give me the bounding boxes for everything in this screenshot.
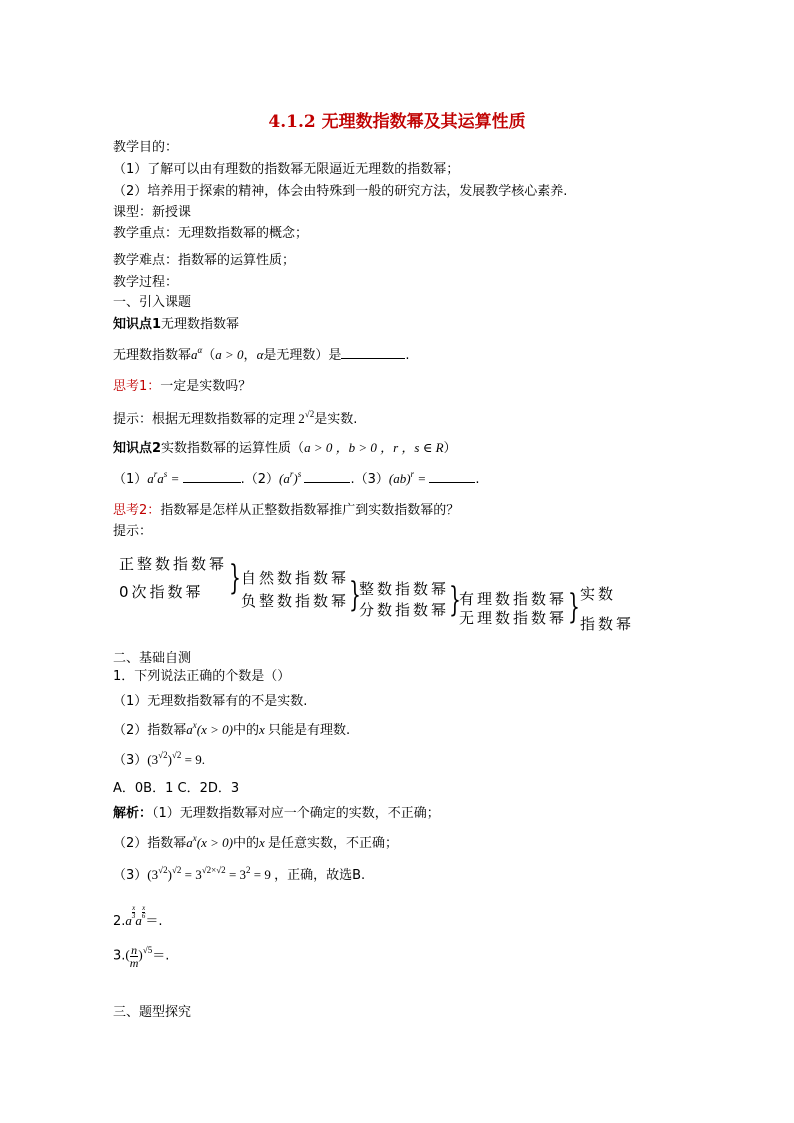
q1-s3-formula: $(3^{√2})^{√2} = 9$.: [147, 750, 205, 767]
period: .: [405, 348, 410, 363]
page-title: 4.1.2 无理数指数幂及其运算性质: [268, 112, 526, 132]
analysis-3-formula: $(3^{√2})^{√2} = 3^{√2\times√2} = 3^2 = 9$: [147, 865, 275, 882]
q3-label: 3.: [113, 948, 126, 964]
q1-s2-text: （2）指数幂: [113, 723, 187, 738]
analysis-1: [113, 805, 440, 822]
prop-1-label: （1）: [113, 472, 148, 487]
analysis-1-text: （1）无理数指数幂对应一个确定的实数，不正确；: [152, 806, 440, 821]
think2-text: 指数幂是怎样从正整数指数幂推广到实数指数幂的？: [160, 503, 460, 518]
hint-2: 提示：: [113, 524, 153, 539]
brace-2-icon: }: [349, 575, 361, 615]
goals-heading: 教学目的：: [113, 140, 179, 155]
integer-power: 整数指数幂: [359, 580, 450, 598]
analysis-2: [113, 834, 398, 852]
answer-blank[interactable]: [341, 346, 405, 359]
q1-statement-3: [113, 751, 205, 769]
section-3-heading: 三、题型探究: [113, 1005, 192, 1020]
knowledge-point-2: [113, 439, 457, 457]
rational-power: 有理数指数幂: [459, 590, 568, 608]
goal-2: （2）培养用于探索的精神，体会由特殊到一般的研究方法，发展教学核心素养.: [113, 184, 568, 199]
prop-3-label: .（3）: [350, 472, 389, 487]
q2-formula: a $\frac{x}{3}$ a $\frac{x}{6}$: [125, 904, 146, 928]
think1-text: 一定是实数吗？: [160, 379, 252, 394]
operation-properties: [113, 470, 479, 488]
comma: ，: [243, 348, 257, 363]
prop-3-blank[interactable]: [429, 470, 475, 483]
analysis-3-label: （3）: [113, 868, 148, 883]
brace-1-icon: }: [229, 558, 241, 598]
analysis-3-text: ，正确，故选B.: [274, 868, 366, 883]
lesson-type: 课型：新授课: [113, 205, 192, 220]
kp1-text-2: 是无理数）是: [263, 348, 342, 363]
prop-2-label: .（2）: [240, 472, 279, 487]
analysis-2-formula: $a^x(x > 0)$: [186, 833, 233, 850]
difficulty: 教学难点：指数幂的运算性质；: [113, 253, 296, 268]
think2-label: 思考2：: [113, 503, 161, 518]
prop-1-blank[interactable]: [183, 470, 241, 483]
power-expression: $a^\alpha$: [191, 345, 203, 362]
question-1: 1．下列说法正确的个数是（）: [113, 669, 291, 684]
question-3: [113, 944, 169, 969]
irrational-power: 无理数指数幂: [459, 609, 568, 627]
kp2-label: 知识点2: [113, 441, 162, 456]
kp1-text: 无理数指数幂: [113, 348, 192, 363]
two-power-root-two: $2^{√2}$: [295, 409, 315, 426]
process-heading: 教学过程：: [113, 275, 179, 290]
kp2-title: 实数指数幂的运算性质（: [161, 441, 305, 456]
hint1-text: 提示：根据无理数指数幂的定理: [113, 412, 296, 427]
neg-int-power: 负整数指数幂: [241, 592, 350, 610]
real-label-1: 实数: [580, 585, 617, 603]
kp2-condition: a > 0 ，b > 0 ，r ，s ∈ R: [304, 440, 444, 455]
goal-1: （1）了解可以由有理数的指数幂无限逼近无理数的指数幂；: [113, 162, 460, 177]
analysis-2-text-3: 是任意实数，不正确；: [268, 836, 399, 851]
zero-power: 0次指数幂: [119, 583, 204, 601]
brace-3-icon: }: [449, 580, 461, 620]
q1-statement-2: [113, 721, 350, 739]
condition-a: a > 0: [215, 347, 244, 362]
period: .: [475, 472, 480, 487]
q1-s2-text-2: 中的: [232, 723, 259, 738]
key-point: 教学重点：无理数指数幂的概念；: [113, 226, 309, 241]
q1-s2-formula: $a^x(x > 0)$: [186, 720, 233, 737]
hint-1: [113, 410, 357, 428]
q2-label: 2.: [113, 914, 126, 929]
analysis-2-text: （2）指数幂: [113, 836, 187, 851]
think-1: [113, 378, 251, 395]
analysis-3: [113, 866, 365, 884]
kp1-label: 知识点1: [113, 317, 162, 332]
q3-formula: ( $\frac{n}{m}$ )$^{√5}$: [125, 943, 153, 970]
kp1-title: 无理数指数幂: [161, 317, 240, 332]
real-label-2: 指数幂: [580, 615, 635, 633]
brace-4-icon: }: [568, 587, 580, 627]
prop-2-formula: $(a^r)^s$: [279, 469, 302, 486]
analysis-label: 解析：: [113, 806, 153, 821]
analysis-2-text-2: 中的: [232, 836, 259, 851]
hint1-text-2: 是实数.: [314, 412, 358, 427]
fraction-power: 分数指数幂: [359, 601, 450, 619]
alpha-symbol: α: [256, 347, 264, 362]
section-2-heading: 二、基础自测: [113, 651, 192, 666]
prop-2-blank[interactable]: [304, 470, 350, 483]
x-variable: x: [259, 722, 269, 737]
pos-int-power: 正整数指数幂: [119, 555, 228, 573]
paren: （: [202, 348, 216, 363]
section-1-heading: 一、引入课题: [113, 295, 192, 310]
q1-statement-1: （1）无理数指数幂有的不是实数.: [113, 694, 308, 709]
question-2: [113, 905, 163, 930]
think1-label: 思考1：: [113, 379, 161, 394]
kp1-definition: [113, 346, 410, 364]
knowledge-point-1: [113, 316, 239, 333]
q1-s3-label: （3）: [113, 753, 148, 768]
natural-power: 自然数指数幂: [241, 569, 350, 587]
x-variable: x: [259, 835, 269, 850]
prop-1-formula: $a^ra^s$ =: [147, 469, 183, 486]
prop-3-formula: (ab)$^r$ =: [388, 469, 430, 486]
think-2: [113, 502, 459, 519]
q1-options: A．0B．1 C．2D．3: [113, 781, 240, 796]
q3-end: ＝.: [152, 948, 170, 964]
q1-s2-text-3: 只能是有理数.: [268, 723, 351, 738]
q2-end: ＝.: [145, 914, 163, 929]
kp2-close: ）: [443, 441, 457, 456]
